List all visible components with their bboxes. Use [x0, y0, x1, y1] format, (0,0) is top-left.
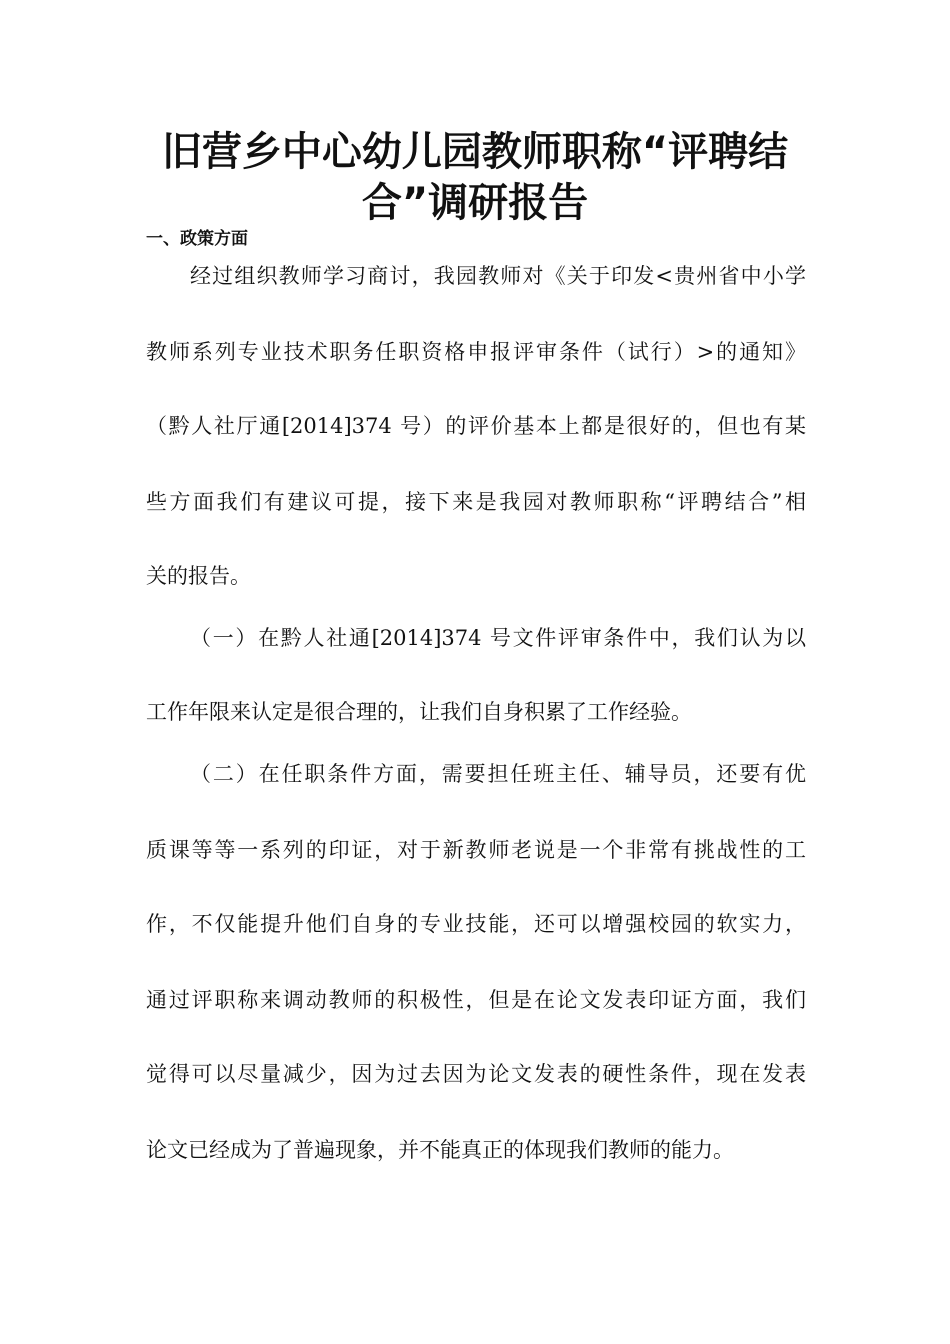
paragraph-line: 通过评职称来调动教师的积极性，但是在论文发表印证方面，我们 — [146, 988, 806, 1012]
paragraph-line: （一）在黔人社通[2014]374 号文件评审条件中，我们认为以 — [190, 626, 806, 650]
paragraph-line: 些方面我们有建议可提，接下来是我园对教师职称“评聘结合”相 — [146, 490, 806, 514]
document-title-line-2: 合”调研报告 — [361, 180, 589, 226]
paragraph-line: 关的报告。 — [146, 564, 251, 588]
paragraph-line: 论文已经成为了普遍现象，并不能真正的体现我们教师的能力。 — [146, 1138, 734, 1162]
document-title-line-1: 旧营乡中心幼儿园教师职称“评聘结 — [161, 129, 789, 175]
paragraph-line: （黔人社厅通[2014]374 号）的评价基本上都是很好的，但也有某 — [146, 414, 806, 438]
paragraph-line: 工作年限来认定是很合理的，让我们自身积累了工作经验。 — [146, 700, 692, 724]
paragraph-line: 作，不仅能提升他们自身的专业技能，还可以增强校园的软实力， — [146, 912, 806, 936]
paragraph-line: 觉得可以尽量减少，因为过去因为论文发表的硬性条件，现在发表 — [146, 1062, 806, 1086]
paragraph-line: 教师系列专业技术职务任职资格申报评审条件（试行）>的通知》 — [146, 340, 806, 364]
paragraph-line: （二）在任职条件方面，需要担任班主任、辅导员，还要有优 — [190, 762, 806, 786]
paragraph-line: 质课等等一系列的印证，对于新教师老说是一个非常有挑战性的工 — [146, 838, 806, 862]
section-heading: 一、政策方面 — [146, 229, 248, 249]
paragraph-line: 经过组织教师学习商讨，我园教师对《关于印发<贵州省中小学 — [190, 264, 806, 288]
